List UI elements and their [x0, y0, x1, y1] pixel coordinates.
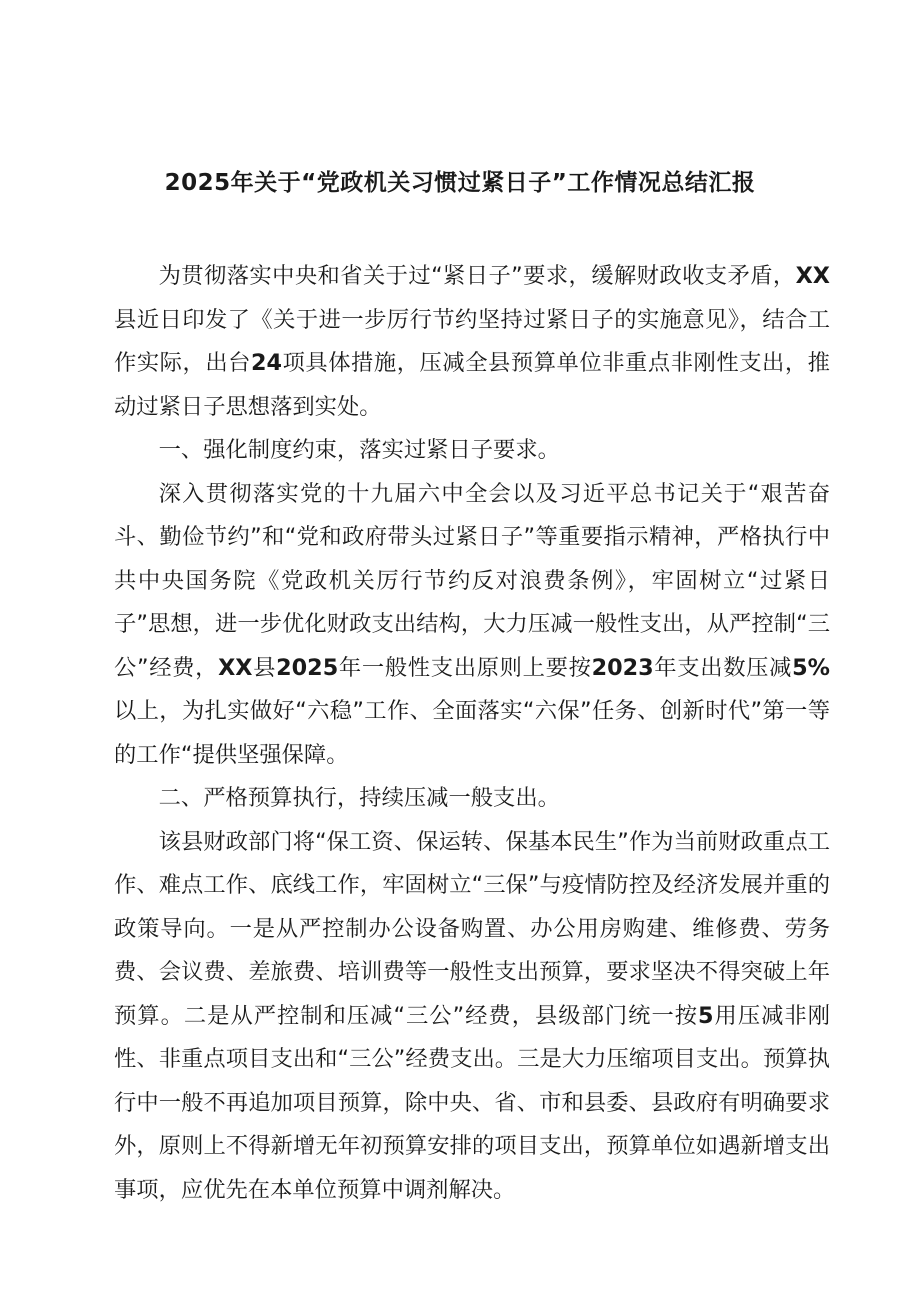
intro-paragraph [114, 255, 830, 429]
section1-text-3: 年一般性支出原则上要按 [338, 654, 592, 681]
document-title: 2025年关于“党政机关习惯过紧日子”工作情况总结汇报 [164, 170, 756, 196]
section2-bold-number: 5 [698, 1002, 714, 1029]
section2-paragraph [114, 821, 830, 1213]
section1-text-2: 县 [252, 654, 277, 681]
section1-bold-year-2023: 2023 [591, 654, 654, 681]
section1-paragraph [114, 473, 830, 778]
section1-text-5: 以上，为扎实做好“六稳”工作、全面落实“六保”任务、创新时代”第一等的工作“提供坚强保障。 [114, 698, 830, 768]
section1-text-4: 年支出数压减 [653, 654, 793, 681]
document-body [114, 255, 830, 1212]
section2-text-1: 该县财政部门将“保工资、保运转、保基本民生”作为当前财政重点工作、难点工作、底线工作，牢固树立“三保”与疫情防控及经济发展并重的政策导向。一是从严控制办公设备购置、办公用房购建、维修费、劳务费、会议费、差旅费、培训费等一般性支出预算，要求坚决不得突破上年预算。二是从严控制和压减“三公”经费，县级部门统一按 [114, 828, 830, 1029]
intro-bold-county: XX [795, 263, 830, 289]
section1-bold-percent: 5% [792, 654, 830, 681]
section2-text-2: 用压减非刚性、非重点项目支出和“三公”经费支出。三是大力压缩项目支出。预算执行中一般不再追加项目预算，除中央、省、市和县委、县政府有明确要求外，原则上不得新增无年初预算安排的项目支出，预算单位如遇新增支出事项，应优先在本单位预算中调剂解决。 [114, 1002, 830, 1203]
section1-bold-year-2025: 2025 [276, 654, 339, 681]
intro-bold-count: 24 [251, 350, 283, 376]
section1-heading: 一、强化制度约束，落实过紧日子要求。 [158, 437, 560, 463]
intro-text-3: 项具体措施，压减全县预算单位非重点非刚性支出，推动过紧日子思想落到实处。 [114, 350, 830, 420]
section2-heading: 二、严格预算执行，持续压减一般支出。 [158, 785, 560, 811]
intro-text-1: 为贯彻落实中央和省关于过“紧日子”要求，缓解财政收支矛盾， [158, 263, 796, 289]
intro-text-2: 县近日印发了《关于进一步厉行节约坚持过紧日子的实施意见》，结合工作实际，出台 [114, 306, 830, 376]
section1-bold-county: XX [218, 654, 253, 681]
section1-text-1: 深入贯彻落实党的十九届六中全会以及习近平总书记关于“艰苦奋斗、勤俭节约”和“党和政府带头过紧日子”等重要指示精神，严格执行中共中央国务院《党政机关厉行节约反对浪费条例》，牢固树立“过紧日子”思想，进一步优化财政支出结构，大力压减一般性支出，从严控制“三公”经费， [114, 480, 830, 681]
